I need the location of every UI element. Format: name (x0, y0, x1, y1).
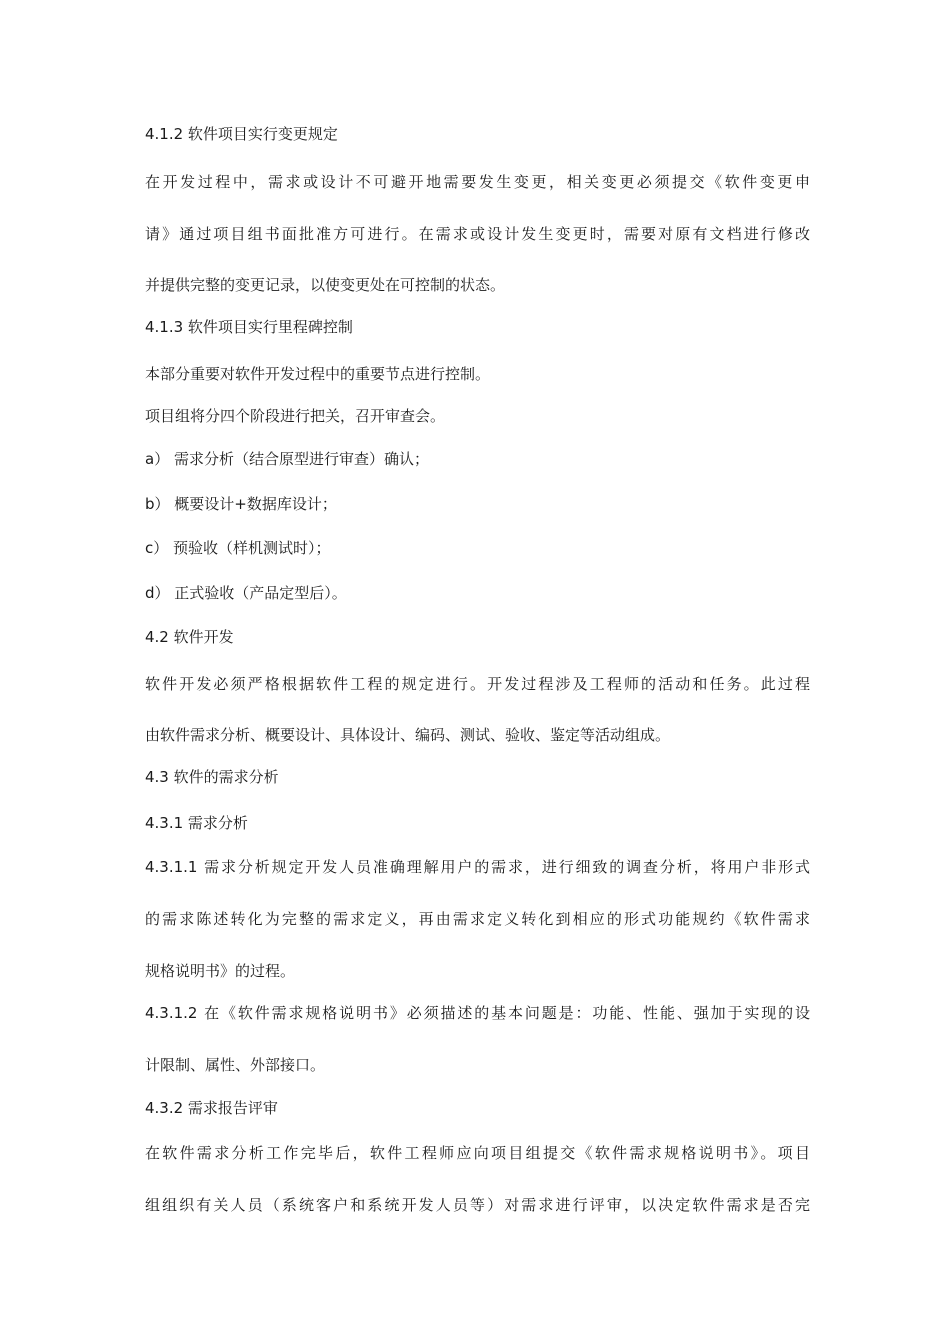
paragraph-line: 计限制、属性、外部接口。 (145, 1056, 326, 1074)
section-heading-4-2: 4.2 软件开发 (145, 628, 234, 646)
list-item-c: c） 预验收（样机测试时）； (145, 539, 331, 557)
paragraph-line: 由软件需求分析、概要设计、具体设计、编码、测试、验收、鉴定等活动组成。 (145, 726, 671, 744)
list-item-b: b） 概要设计+数据库设计； (145, 495, 337, 513)
paragraph-line: 并提供完整的变更记录，以使变更处在可控制的状态。 (145, 276, 506, 294)
list-item-a: a） 需求分析（结合原型进行审查）确认； (145, 450, 429, 468)
list-item-d: d） 正式验收（产品定型后）。 (145, 584, 347, 602)
paragraph-line: 规格说明书》的过程。 (145, 962, 296, 980)
section-heading-4-3: 4.3 软件的需求分析 (145, 768, 279, 786)
paragraph-line: 的需求陈述转化为完整的需求定义，再由需求定义转化到相应的形式功能规约《软件需求 (145, 910, 810, 928)
paragraph-line: 软件开发必须严格根据软件工程的规定进行。开发过程涉及工程师的活动和任务。此过程 (145, 675, 810, 693)
section-heading-4-3-1: 4.3.1 需求分析 (145, 814, 248, 832)
section-heading-4-1-2: 4.1.2 软件项目实行变更规定 (145, 125, 338, 143)
paragraph-line: 请》通过项目组书面批准方可进行。在需求或设计发生变更时，需要对原有文档进行修改 (145, 225, 810, 243)
paragraph-line: 4.3.1.2 在《软件需求规格说明书》必须描述的基本问题是：功能、性能、强加于实现的设 (145, 1004, 810, 1022)
paragraph-line: 组组织有关人员（系统客户和系统开发人员等）对需求进行评审，以决定软件需求是否完 (145, 1196, 810, 1214)
paragraph-line: 项目组将分四个阶段进行把关，召开审查会。 (145, 407, 446, 425)
section-heading-4-1-3: 4.1.3 软件项目实行里程碑控制 (145, 318, 353, 336)
paragraph-line: 本部分重要对软件开发过程中的重要节点进行控制。 (145, 365, 491, 383)
section-heading-4-3-2: 4.3.2 需求报告评审 (145, 1099, 278, 1117)
paragraph-line: 在软件需求分析工作完毕后，软件工程师应向项目组提交《软件需求规格说明书》。项目 (145, 1144, 810, 1162)
paragraph-line: 4.3.1.1 需求分析规定开发人员准确理解用户的需求，进行细致的调查分析，将用户非形式 (145, 858, 810, 876)
paragraph-line: 在开发过程中，需求或设计不可避开地需要发生变更，相关变更必须提交《软件变更申 (145, 173, 810, 191)
